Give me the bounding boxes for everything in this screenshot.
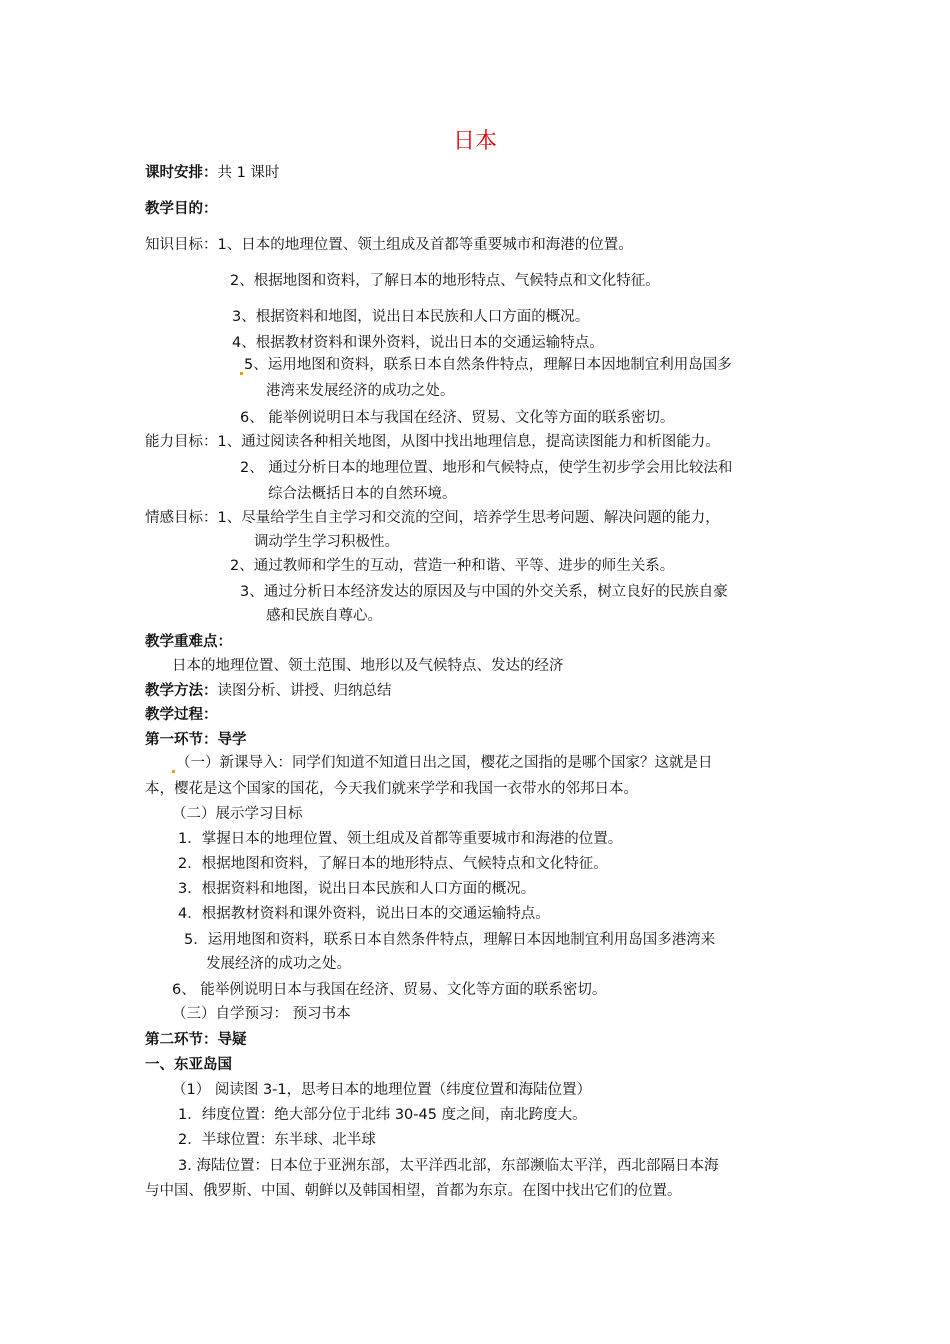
emotion-item-continued: 感和民族自尊心。 <box>266 608 382 624</box>
intro-line <box>172 753 713 773</box>
schedule-label: 课时安排： <box>145 165 218 181</box>
stage2-heading: 第二环节：导疑 <box>145 1032 247 1048</box>
stage1-heading: 第一环节：导学 <box>145 732 247 748</box>
emotion-item: 3、通过分析日本经济发达的原因及与中国的外交关系，树立良好的民族自豪 <box>240 584 728 600</box>
goals-heading: 教学目的： <box>145 201 218 217</box>
knowledge-item: 4、根据教材资料和课外资料，说出日本的交通运输特点。 <box>232 335 604 351</box>
knowledge-label: 知识目标： <box>145 237 218 253</box>
intro-text-continued: 本，樱花是这个国家的国花，今天我们就来学学和我国一衣带水的邻邦日本。 <box>145 781 638 797</box>
marker-dot <box>172 770 175 773</box>
goal-item: 4．根据教材资料和课外资料，说出日本的交通运输特点。 <box>178 906 550 922</box>
preview-text: （三）自学预习： 预习书本 <box>172 1006 351 1022</box>
knowledge-item: 2、根据地图和资料，了解日本的地形特点、气候特点和文化特征。 <box>230 273 660 289</box>
show-goals-heading: （二）展示学习目标 <box>172 806 303 822</box>
key-points-heading: 教学重难点： <box>145 634 232 650</box>
knowledge-item: 5、运用地图和资料，联系日本自然条件特点，理解日本因地制宜利用岛国多 <box>244 357 732 373</box>
knowledge-item-continued: 港湾来发展经济的成功之处。 <box>266 383 455 399</box>
paragraph-continued: 与中国、俄罗斯、中国、朝鲜以及韩国相望，首都为东京。在图中找出它们的位置。 <box>145 1183 682 1199</box>
knowledge-item: 6、 能举例说明日本与我国在经济、贸易、文化等方面的联系密切。 <box>240 410 675 426</box>
knowledge-item: 3、根据资料和地图，说出日本民族和人口方面的概况。 <box>232 309 590 325</box>
goal-item: 2．根据地图和资料，了解日本的地形特点、气候特点和文化特征。 <box>178 856 608 872</box>
key-points-text: 日本的地理位置、领土范围、地形以及气候特点、发达的经济 <box>172 658 564 674</box>
emotion-label: 情感目标： <box>145 510 218 526</box>
goal-item: 5．运用地图和资料，联系日本自然条件特点，理解日本因地制宜利用岛国多港湾来 <box>184 932 716 948</box>
knowledge-item-line <box>240 355 732 375</box>
paragraph: 2．半球位置：东半球、北半球 <box>178 1132 376 1148</box>
goal-item: 6、 能举例说明日本与我国在经济、贸易、文化等方面的联系密切。 <box>172 982 607 998</box>
ability-line-1 <box>145 432 720 452</box>
method-label: 教学方法： <box>145 683 218 699</box>
emotion-item: 1、尽量给学生自主学习和交流的空间，培养学生思考问题、解决问题的能力， <box>217 510 720 526</box>
emotion-item-continued: 调动学生学习积极性。 <box>254 534 399 550</box>
emotion-item: 2、通过教师和学生的互动，营造一种和谐、平等、进步的师生关系。 <box>230 558 675 574</box>
goal-item: 1．掌握日本的地理位置、领土组成及首都等重要城市和海港的位置。 <box>178 831 623 847</box>
page-title: 日本 <box>452 129 497 154</box>
intro-text: （一）新课导入：同学们知道不知道日出之国，樱花之国指的是哪个国家？这就是日 <box>176 755 713 771</box>
question-text: （1） 阅读图 3-1，思考日本的地理位置（纬度位置和海陆位置） <box>172 1082 592 1098</box>
marker-dot <box>240 372 243 375</box>
schedule-line <box>145 163 279 183</box>
ability-label: 能力目标： <box>145 434 218 450</box>
section-heading: 一、东亚岛国 <box>145 1057 232 1073</box>
paragraph: 3. 海陆位置：日本位于亚洲东部，太平洋西北部，东部濒临太平洋，西北部隔日本海 <box>178 1158 719 1174</box>
emotion-line-1 <box>145 508 720 528</box>
schedule-value: 共 1 课时 <box>217 165 280 181</box>
ability-item-continued: 综合法概括日本的自然环境。 <box>268 486 457 502</box>
method-line <box>145 681 392 701</box>
process-heading: 教学过程： <box>145 707 218 723</box>
ability-item: 1、通过阅读各种相关地图，从图中找出地理信息，提高读图能力和析图能力。 <box>217 434 720 450</box>
paragraph: 1．纬度位置：绝大部分位于北纬 30-45 度之间，南北跨度大。 <box>178 1107 587 1123</box>
goal-item-continued: 发展经济的成功之处。 <box>206 956 351 972</box>
goal-item: 3．根据资料和地图，说出日本民族和人口方面的概况。 <box>178 881 536 897</box>
ability-item: 2、 通过分析日本的地理位置、地形和气候特点，使学生初步学会用比较法和 <box>240 460 733 476</box>
knowledge-line-1 <box>145 235 633 255</box>
method-text: 读图分析、讲授、归纳总结 <box>217 683 392 699</box>
knowledge-item: 1、日本的地理位置、领土组成及首都等重要城市和海港的位置。 <box>217 237 633 253</box>
